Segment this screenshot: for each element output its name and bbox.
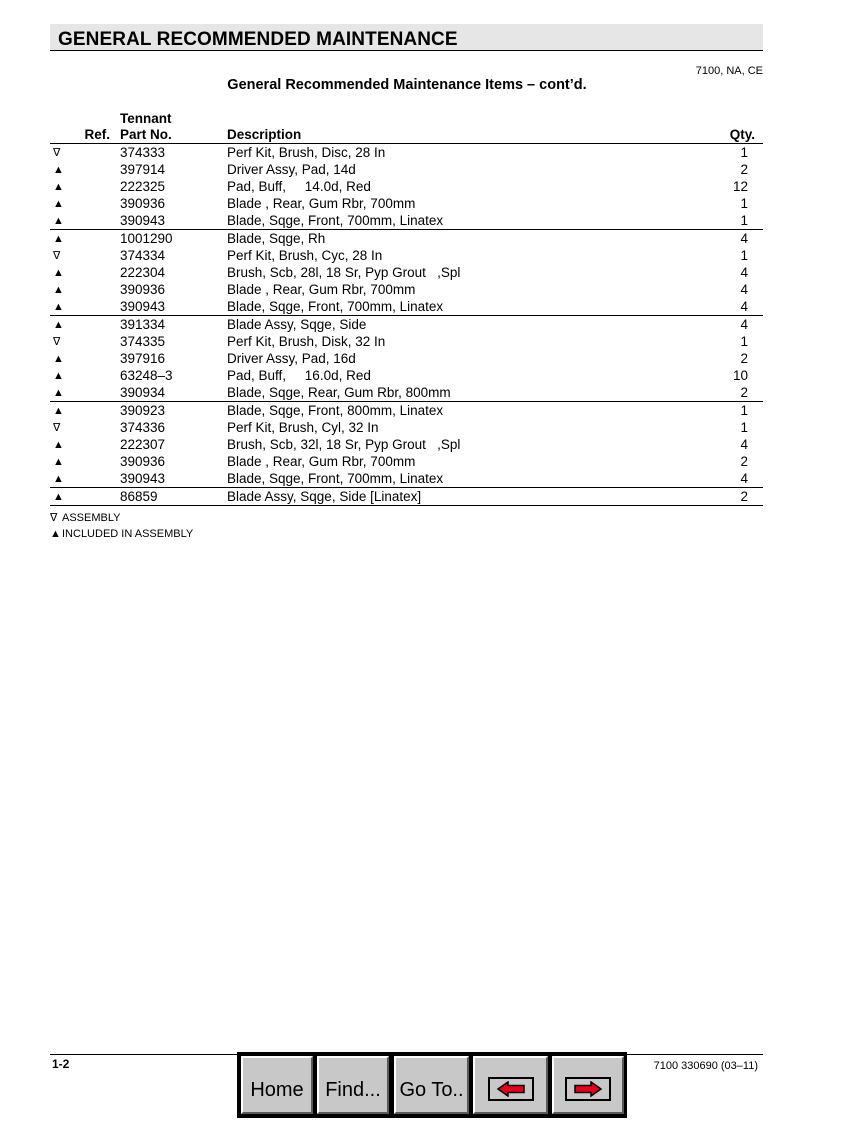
row-symbol-icon: ▲ (53, 472, 64, 485)
left-arrow-icon (488, 1077, 534, 1101)
row-part-number: 390936 (120, 195, 166, 211)
row-ref (80, 316, 120, 334)
row-part-number: 63248–3 (120, 367, 173, 383)
row-qty: 4 (740, 264, 748, 280)
table-row (50, 247, 763, 264)
row-part-number: 390923 (120, 402, 227, 420)
row-symbol-icon: ▲ (53, 163, 64, 176)
row-ref (80, 488, 120, 506)
header-description: Description (227, 111, 697, 144)
row-part-number: 390936 (120, 453, 166, 469)
row-symbol-icon: ▲ (53, 266, 64, 279)
row-symbol-icon: ▲ (50, 488, 80, 506)
row-ref (80, 453, 120, 470)
row-symbol-icon: ▲ (53, 386, 64, 399)
row-qty: 4 (740, 436, 748, 452)
table-row (50, 144, 763, 162)
row-description: Perf Kit, Brush, Disk, 32 In (227, 333, 386, 349)
row-qty: 4 (697, 316, 763, 334)
header-qty: Qty. (697, 111, 763, 144)
section-title-bar (50, 24, 763, 51)
row-symbol-icon: ▲ (53, 300, 64, 313)
parts-table-body (50, 144, 763, 506)
row-description: Brush, Scb, 28l, 18 Sr, Pyp Grout ,Spl (227, 264, 461, 280)
table-row (50, 212, 763, 230)
home-button-label: Home (250, 1078, 304, 1101)
row-description: Perf Kit, Brush, Cyl, 32 In (227, 419, 379, 435)
row-symbol-icon: ▲ (50, 230, 80, 248)
table-subtitle: General Recommended Maintenance Items – cont’d. (227, 77, 587, 93)
row-description: Blade , Rear, Gum Rbr, 700mm (227, 195, 416, 211)
row-qty: 1 (740, 212, 748, 228)
row-part-number: 374335 (120, 333, 166, 349)
row-qty: 1 (740, 333, 748, 349)
table-row (50, 316, 763, 334)
table-row (50, 384, 763, 402)
row-part-number: 374336 (120, 419, 166, 435)
previous-page-button[interactable] (473, 1056, 548, 1114)
assembly-symbol-icon: ∇ (50, 512, 58, 524)
row-ref (80, 419, 120, 436)
row-description: Blade, Sqge, Front, 800mm, Linatex (227, 402, 697, 420)
row-description: Blade , Rear, Gum Rbr, 700mm (227, 453, 416, 469)
row-description: Pad, Buff, 16.0d, Red (227, 367, 371, 383)
row-ref (80, 195, 120, 212)
row-qty: 4 (740, 281, 748, 297)
row-part-number: 390943 (120, 470, 166, 486)
row-description: Blade, Sqge, Rear, Gum Rbr, 800mm (227, 384, 451, 400)
row-part-number: 390936 (120, 281, 166, 297)
row-symbol-icon: ▲ (53, 369, 64, 382)
parts-table (50, 111, 763, 506)
header-part-line1: Tennant (120, 111, 172, 126)
table-row (50, 470, 763, 488)
table-row (50, 298, 763, 316)
row-ref (80, 298, 120, 316)
row-ref (80, 470, 120, 488)
row-qty: 10 (732, 367, 748, 383)
row-qty: 1 (697, 402, 763, 420)
row-ref (80, 436, 120, 453)
row-symbol-icon: ▲ (53, 197, 64, 210)
row-description: Blade, Sqge, Rh (227, 230, 697, 248)
row-symbol-icon: ▲ (53, 180, 64, 193)
row-ref (80, 212, 120, 230)
row-description: Perf Kit, Brush, Disc, 28 In (227, 144, 386, 160)
row-part-number: 222304 (120, 264, 166, 280)
row-symbol-icon: ∇ (53, 146, 61, 159)
row-part-number: 1001290 (120, 230, 227, 248)
row-ref (80, 230, 120, 248)
row-qty: 4 (697, 230, 763, 248)
row-symbol-icon: ▲ (53, 352, 64, 365)
legend-included-label: INCLUDED IN ASSEMBLY (62, 528, 194, 540)
table-row (50, 488, 763, 506)
row-description: Blade Assy, Sqge, Side [Linatex] (227, 488, 697, 506)
next-page-button[interactable] (552, 1056, 624, 1114)
row-description: Blade , Rear, Gum Rbr, 700mm (227, 281, 416, 297)
table-row (50, 333, 763, 350)
row-ref (80, 402, 120, 420)
row-symbol-icon: ∇ (53, 421, 61, 434)
row-part-number: 222307 (120, 436, 166, 452)
row-symbol-icon: ▲ (53, 214, 64, 227)
row-ref (80, 178, 120, 195)
row-ref (80, 367, 120, 384)
row-symbol-icon: ▲ (53, 438, 64, 451)
row-description: Driver Assy, Pad, 14d (227, 161, 356, 177)
table-row (50, 453, 763, 470)
row-qty: 1 (740, 144, 748, 160)
row-part-number: 374334 (120, 247, 166, 263)
table-row (50, 161, 763, 178)
table-row (50, 281, 763, 298)
header-ref: Ref. (80, 111, 120, 144)
row-qty: 4 (740, 470, 748, 486)
row-ref (80, 247, 120, 264)
row-qty: 2 (697, 488, 763, 506)
table-row (50, 178, 763, 195)
row-ref (80, 384, 120, 402)
row-description: Blade, Sqge, Front, 700mm, Linatex (227, 470, 444, 486)
included-symbol-icon: ▲ (50, 528, 61, 540)
row-part-number: 390943 (120, 298, 166, 314)
row-ref (80, 144, 120, 162)
header-symbol (50, 111, 80, 144)
row-symbol-icon: ∇ (53, 335, 61, 348)
table-row (50, 419, 763, 436)
header-part-no (120, 111, 227, 144)
goto-button[interactable] (394, 1056, 469, 1114)
legend-assembly-label: ASSEMBLY (62, 512, 121, 524)
row-part-number: 222325 (120, 178, 166, 194)
row-part-number: 374333 (120, 144, 166, 160)
row-part-number: 390934 (120, 384, 166, 400)
row-part-number: 390943 (120, 212, 166, 228)
row-description: Perf Kit, Brush, Cyc, 28 In (227, 247, 383, 263)
goto-button-label: Go To.. (399, 1078, 464, 1101)
navigation-bar (237, 1052, 627, 1118)
row-description: Brush, Scb, 32l, 18 Sr, Pyp Grout ,Spl (227, 436, 461, 452)
row-ref (80, 333, 120, 350)
table-header-row (50, 111, 763, 144)
table-row (50, 350, 763, 367)
row-symbol-icon: ▲ (53, 283, 64, 296)
table-row (50, 195, 763, 212)
table-row (50, 402, 763, 420)
row-ref (80, 281, 120, 298)
row-symbol-icon: ▲ (53, 455, 64, 468)
row-qty: 4 (740, 298, 748, 314)
row-part-number: 86859 (120, 488, 227, 506)
row-qty: 2 (740, 384, 748, 400)
row-ref (80, 264, 120, 281)
table-row (50, 436, 763, 453)
table-row (50, 230, 763, 248)
row-ref (80, 350, 120, 367)
page-title: GENERAL RECOMMENDED MAINTENANCE (58, 29, 458, 50)
row-qty: 2 (740, 453, 748, 469)
home-button[interactable] (241, 1056, 313, 1114)
row-symbol-icon: ▲ (50, 316, 80, 334)
row-symbol-icon: ▲ (50, 402, 80, 420)
table-row (50, 367, 763, 384)
row-qty: 1 (740, 195, 748, 211)
row-part-number: 397914 (120, 161, 166, 177)
page-number: 1-2 (52, 1057, 70, 1071)
row-qty: 1 (740, 247, 748, 263)
document-id: 7100 330690 (03–11) (653, 1060, 758, 1072)
legend-assembly (50, 511, 121, 524)
legend-included (50, 528, 193, 540)
header-part-line2: Part No. (120, 127, 172, 142)
row-qty: 12 (732, 178, 748, 194)
row-qty: 2 (740, 161, 748, 177)
row-description: Pad, Buff, 14.0d, Red (227, 178, 371, 194)
row-description: Blade, Sqge, Front, 700mm, Linatex (227, 298, 444, 314)
row-part-number: 391334 (120, 316, 227, 334)
row-qty: 1 (740, 419, 748, 435)
right-arrow-icon (565, 1077, 611, 1101)
row-symbol-icon: ∇ (53, 249, 61, 262)
row-ref (80, 161, 120, 178)
row-qty: 2 (740, 350, 748, 366)
row-part-number: 397916 (120, 350, 166, 366)
row-description: Blade, Sqge, Front, 700mm, Linatex (227, 212, 444, 228)
model-code: 7100, NA, CE (695, 65, 763, 77)
row-description: Blade Assy, Sqge, Side (227, 316, 697, 334)
table-row (50, 264, 763, 281)
find-button[interactable] (317, 1056, 389, 1114)
find-button-label: Find... (325, 1078, 381, 1101)
row-description: Driver Assy, Pad, 16d (227, 350, 356, 366)
